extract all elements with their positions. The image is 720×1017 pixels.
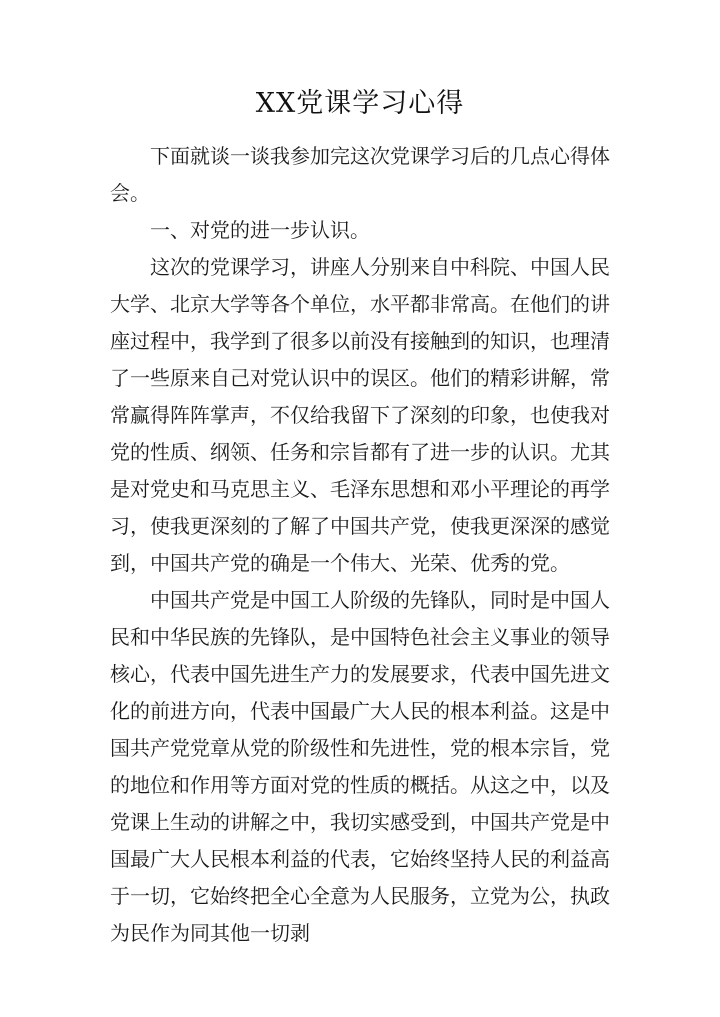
paragraph-study-experience: 这次的党课学习，讲座人分别来自中科院、中国人民大学、北京大学等各个单位，水平都非常高。在他们的讲座过程中，我学到了很多以前没有接触到的知识，也理清了一些原来自己对党认识中的误区。他们的精彩讲解，常常赢得阵阵掌声，不仅给我留下了深刻的印象，也使我对党的性质、纲领、任务和宗旨都有了进一步的认识。尤其是对党史和马克思主义、毛泽东思想和邓小平理论的再学习，使我更深刻的了解了中国共产党，使我更深深的感觉到，中国共产党的确是一个伟大、光荣、优秀的党。	[110, 255, 610, 575]
document-title: XX党课学习心得	[255, 88, 465, 119]
paragraph-party-nature: 中国共产党是中国工人阶级的先锋队，同时是中国人民和中华民族的先锋队，是中国特色社会主义事业的领导核心，代表中国先进生产力的发展要求，代表中国先进文化的前进方向，代表中国最广大人民的根本利益。这是中国共产党党章从党的阶级性和先进性，党的根本宗旨，党的地位和作用等方面对党的性质的概括。从这之中，以及党课上生动的讲解之中，我切实感受到，中国共产党是中国最广大人民根本利益的代表，它始终坚持人民的利益高于一切，它始终把全心全意为人民服务，立党为公，执政为民作为同其他一切剥	[110, 588, 610, 945]
section-heading-1: 一、对党的进一步认识。	[150, 218, 370, 242]
paragraph-intro: 下面就谈一谈我参加完这次党课学习后的几点心得体会。	[110, 144, 610, 205]
document-body	[110, 138, 610, 952]
